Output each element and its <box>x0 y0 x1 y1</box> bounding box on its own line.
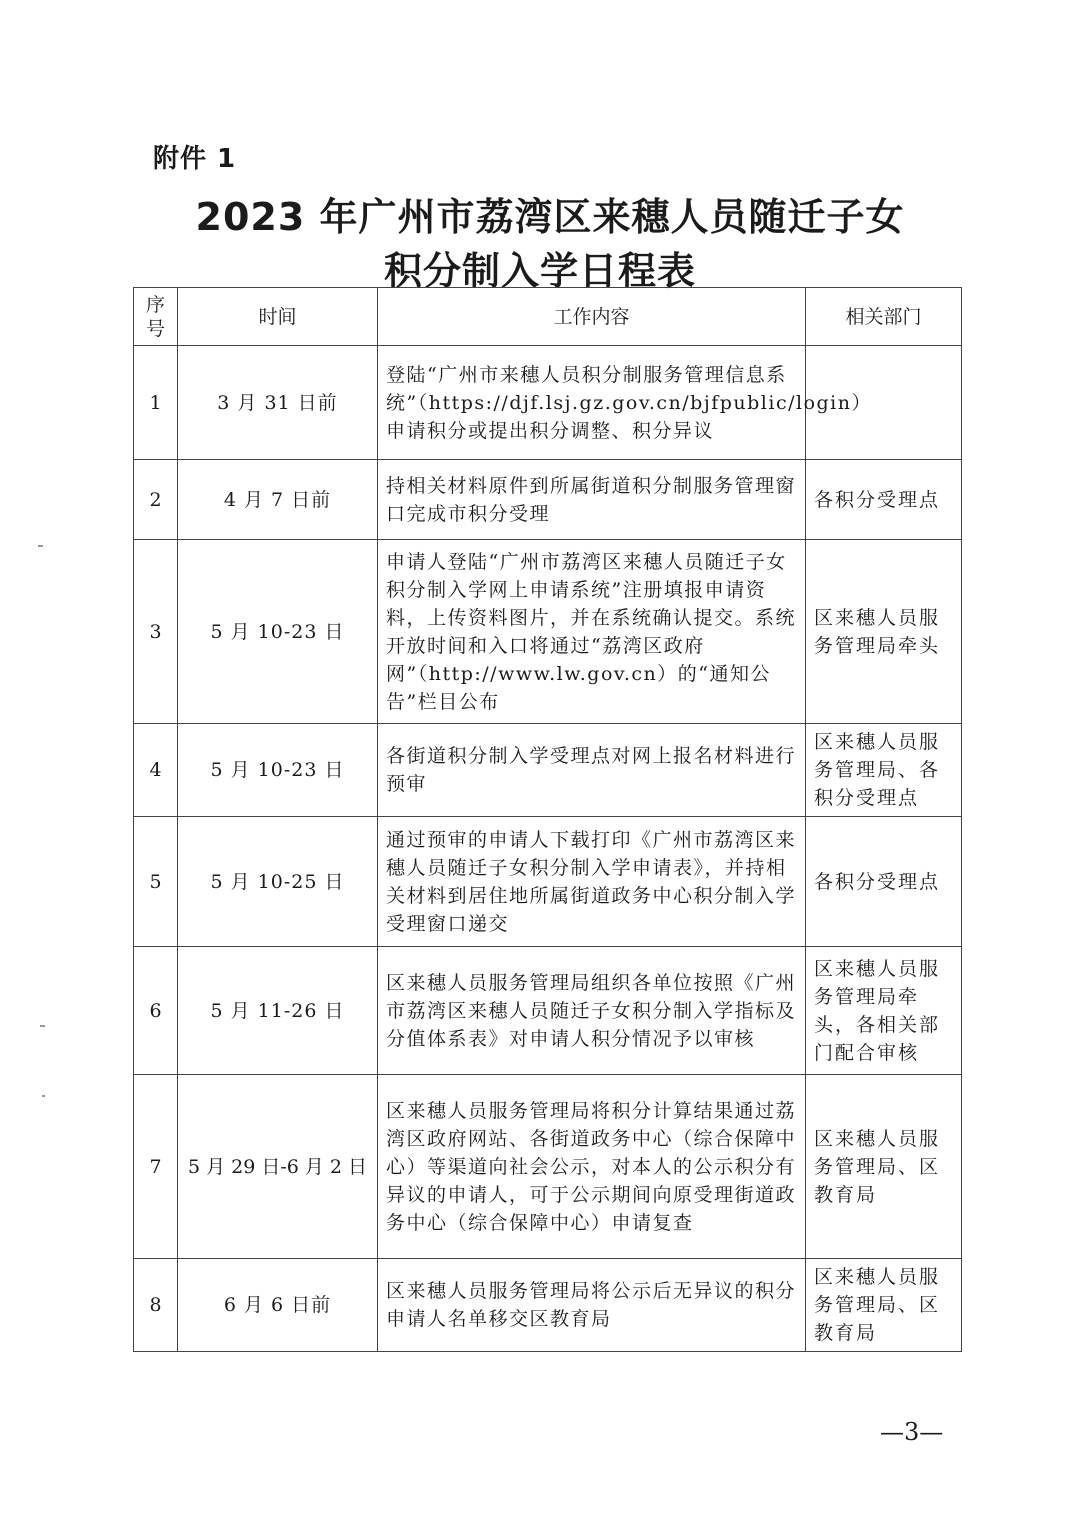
row-dept: 区来穗人员服务管理局牵头 <box>806 540 962 724</box>
row-time: 5 月 10-25 日 <box>178 817 378 947</box>
row-content: 持相关材料原件到所属街道积分制服务管理窗口完成市积分受理 <box>378 460 806 540</box>
row-time: 6 月 6 日前 <box>178 1259 378 1352</box>
schedule-table <box>133 287 962 1352</box>
scan-speck <box>38 545 43 547</box>
row-dept: 区来穗人员服务管理局、各积分受理点 <box>806 724 962 817</box>
row-no: 1 <box>134 346 178 460</box>
row-no: 2 <box>134 460 178 540</box>
row-time: 3 月 31 日前 <box>178 346 378 460</box>
table-row <box>134 540 962 724</box>
row-content: 区来穗人员服务管理局将积分计算结果通过荔湾区政府网站、各街道政务中心（综合保障中心）等渠道向社会公示，对本人的公示积分有异议的申请人，可于公示期间向原受理街道政务中心（综合保障中心）申请复查 <box>378 1075 806 1259</box>
row-dept: 各积分受理点 <box>806 460 962 540</box>
header-time: 时间 <box>178 288 378 346</box>
row-time: 5 月 10-23 日 <box>178 724 378 817</box>
table-row <box>134 1259 962 1352</box>
document-title-line-1: 2023 年广州市荔湾区来穗人员随迁子女 <box>195 195 905 239</box>
row-content: 通过预审的申请人下载打印《广州市荔湾区来穗人员随迁子女积分制入学申请表》，并持相关材料到居住地所属街道政务中心积分制入学受理窗口递交 <box>378 817 806 947</box>
document-title-line-2: 积分制入学日程表 <box>383 249 696 293</box>
table-row <box>134 947 962 1075</box>
table-row <box>134 724 962 817</box>
page-number: —3— <box>880 1418 944 1446</box>
attachment-label: 附件 1 <box>153 144 237 174</box>
scan-speck <box>40 1025 45 1027</box>
table-row <box>134 817 962 947</box>
row-content: 区来穗人员服务管理局组织各单位按照《广州市荔湾区来穗人员随迁子女积分制入学指标及分值体系表》对申请人积分情况予以审核 <box>378 947 806 1075</box>
row-no: 7 <box>134 1075 178 1259</box>
row-dept: 区来穗人员服务管理局、区教育局 <box>806 1075 962 1259</box>
scan-speck <box>42 1095 45 1097</box>
row-time: 5 月 10-23 日 <box>178 540 378 724</box>
row-content: 申请人登陆“广州市荔湾区来穗人员随迁子女积分制入学网上申请系统”注册填报申请资料，上传资料图片，并在系统确认提交。系统开放时间和入口将通过“荔湾区政府网”（http://www.lw.gov.cn）的“通知公告”栏目公布 <box>378 540 806 724</box>
row-no: 8 <box>134 1259 178 1352</box>
header-content: 工作内容 <box>378 288 806 346</box>
table-header-row <box>134 288 962 346</box>
row-no: 3 <box>134 540 178 724</box>
row-no: 6 <box>134 947 178 1075</box>
row-time: 5 月 29 日-6 月 2 日 <box>178 1075 378 1259</box>
table-row <box>134 1075 962 1259</box>
row-no: 4 <box>134 724 178 817</box>
table-row <box>134 460 962 540</box>
header-no: 序号 <box>134 288 178 346</box>
row-content: 区来穗人员服务管理局将公示后无异议的积分申请人名单移交区教育局 <box>378 1259 806 1352</box>
row-time: 5 月 11-26 日 <box>178 947 378 1075</box>
table-row <box>134 346 962 460</box>
row-content: 登陆“广州市来穗人员积分制服务管理信息系统”（https://djf.lsj.gz.gov.cn/bjfpublic/login）申请积分或提出积分调整、积分异议 <box>378 346 806 460</box>
row-no: 5 <box>134 817 178 947</box>
row-time: 4 月 7 日前 <box>178 460 378 540</box>
row-content: 各街道积分制入学受理点对网上报名材料进行预审 <box>378 724 806 817</box>
row-dept: 各积分受理点 <box>806 817 962 947</box>
header-dept: 相关部门 <box>806 288 962 346</box>
row-dept: 区来穗人员服务管理局、区教育局 <box>806 1259 962 1352</box>
row-dept: 区来穗人员服务管理局牵头，各相关部门配合审核 <box>806 947 962 1075</box>
